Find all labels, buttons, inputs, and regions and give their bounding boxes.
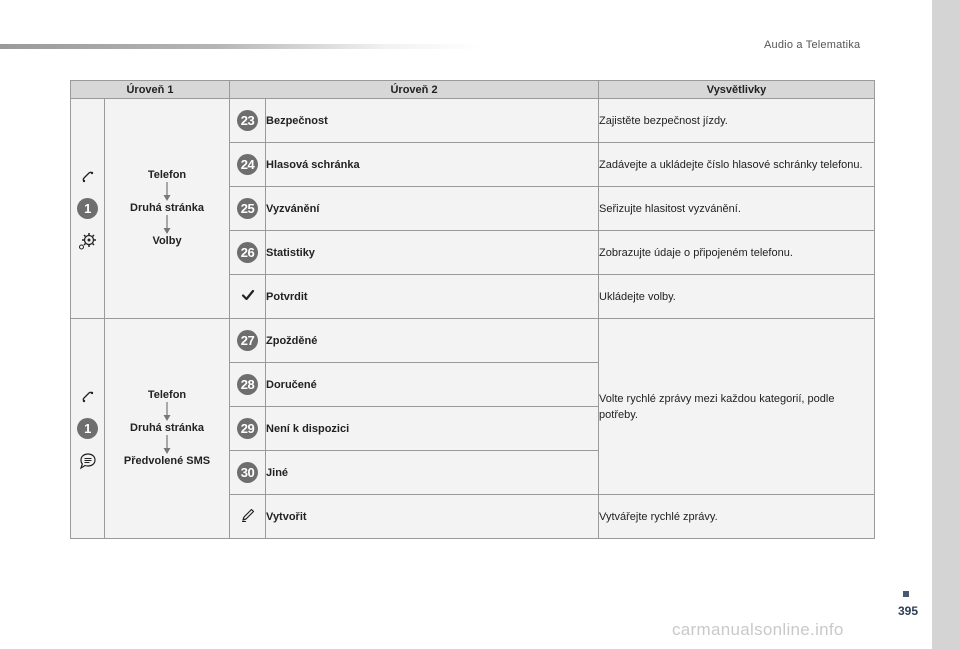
path-step-predvolene-sms: Předvolené SMS [123, 455, 211, 467]
item-label: Bezpečnost [266, 99, 599, 143]
arrow-down-icon [163, 435, 171, 455]
table-header-row [71, 81, 875, 99]
page-marker [903, 591, 909, 597]
item-description: Vytvářejte rychlé zprávy. [599, 495, 875, 539]
column-header-explanations: Vysvětlivky [599, 81, 875, 99]
level-1-path [105, 319, 230, 539]
number-badge-26: 26 [237, 242, 258, 263]
watermark: carmanualsonline.info [672, 620, 844, 639]
item-label: Statistiky [266, 231, 599, 275]
phone-icon [77, 386, 99, 408]
checkmark-icon [241, 288, 255, 302]
item-description: Ukládejte volby. [599, 275, 875, 319]
number-badge-27: 27 [237, 330, 258, 351]
number-1-badge: 1 [77, 198, 98, 219]
arrow-down-icon [163, 182, 171, 202]
number-badge-25: 25 [237, 198, 258, 219]
number-badge-28: 28 [237, 374, 258, 395]
arrow-down-icon [163, 215, 171, 235]
level-1-path [105, 99, 230, 319]
column-header-level-1: Úroveň 1 [71, 81, 230, 99]
item-label: Doručené [266, 363, 599, 407]
menu-table [70, 80, 875, 539]
level-1-icons [71, 99, 105, 319]
item-description: Zajistěte bezpečnost jízdy. [599, 99, 875, 143]
number-1-badge: 1 [77, 418, 98, 439]
number-badge-23: 23 [237, 110, 258, 131]
phone-icon [77, 166, 99, 188]
number-badge-24: 24 [237, 154, 258, 175]
arrow-down-icon [163, 402, 171, 422]
item-label: Jiné [266, 451, 599, 495]
number-badge-29: 29 [237, 418, 258, 439]
item-label: Není k dispozici [266, 407, 599, 451]
path-step-druha-stranka: Druhá stránka [130, 202, 204, 214]
item-label: Potvrdit [266, 275, 599, 319]
settings-icon [77, 230, 99, 252]
item-description: Seřizujte hlasitost vyzvánění. [599, 187, 875, 231]
item-description: Zobrazujte údaje o připojeném telefonu. [599, 231, 875, 275]
column-header-level-2: Úroveň 2 [230, 81, 599, 99]
header-rule [0, 44, 480, 49]
path-step-telefon: Telefon [147, 169, 187, 181]
page-number: 395 [898, 604, 919, 618]
table-row [71, 99, 875, 143]
number-badge-30: 30 [237, 462, 258, 483]
path-step-druha-stranka: Druhá stránka [130, 422, 204, 434]
item-description-shared: Volte rychlé zprávy mezi každou kategorií, podle potřeby. [599, 319, 875, 495]
pencil-icon [240, 507, 256, 523]
item-label: Vytvořit [266, 495, 599, 539]
item-label: Hlasová schránka [266, 143, 599, 187]
table-row [71, 319, 875, 363]
sms-icon [77, 450, 99, 472]
section-title: Audio a Telematika [764, 39, 861, 51]
item-description: Zadávejte a ukládejte číslo hlasové schránky telefonu. [599, 143, 875, 187]
path-step-telefon: Telefon [147, 389, 187, 401]
path-step-volby: Volby [152, 235, 182, 247]
item-label: Vyzvánění [266, 187, 599, 231]
page-edge-bar [932, 0, 960, 649]
item-label: Zpožděné [266, 319, 599, 363]
level-1-icons [71, 319, 105, 539]
